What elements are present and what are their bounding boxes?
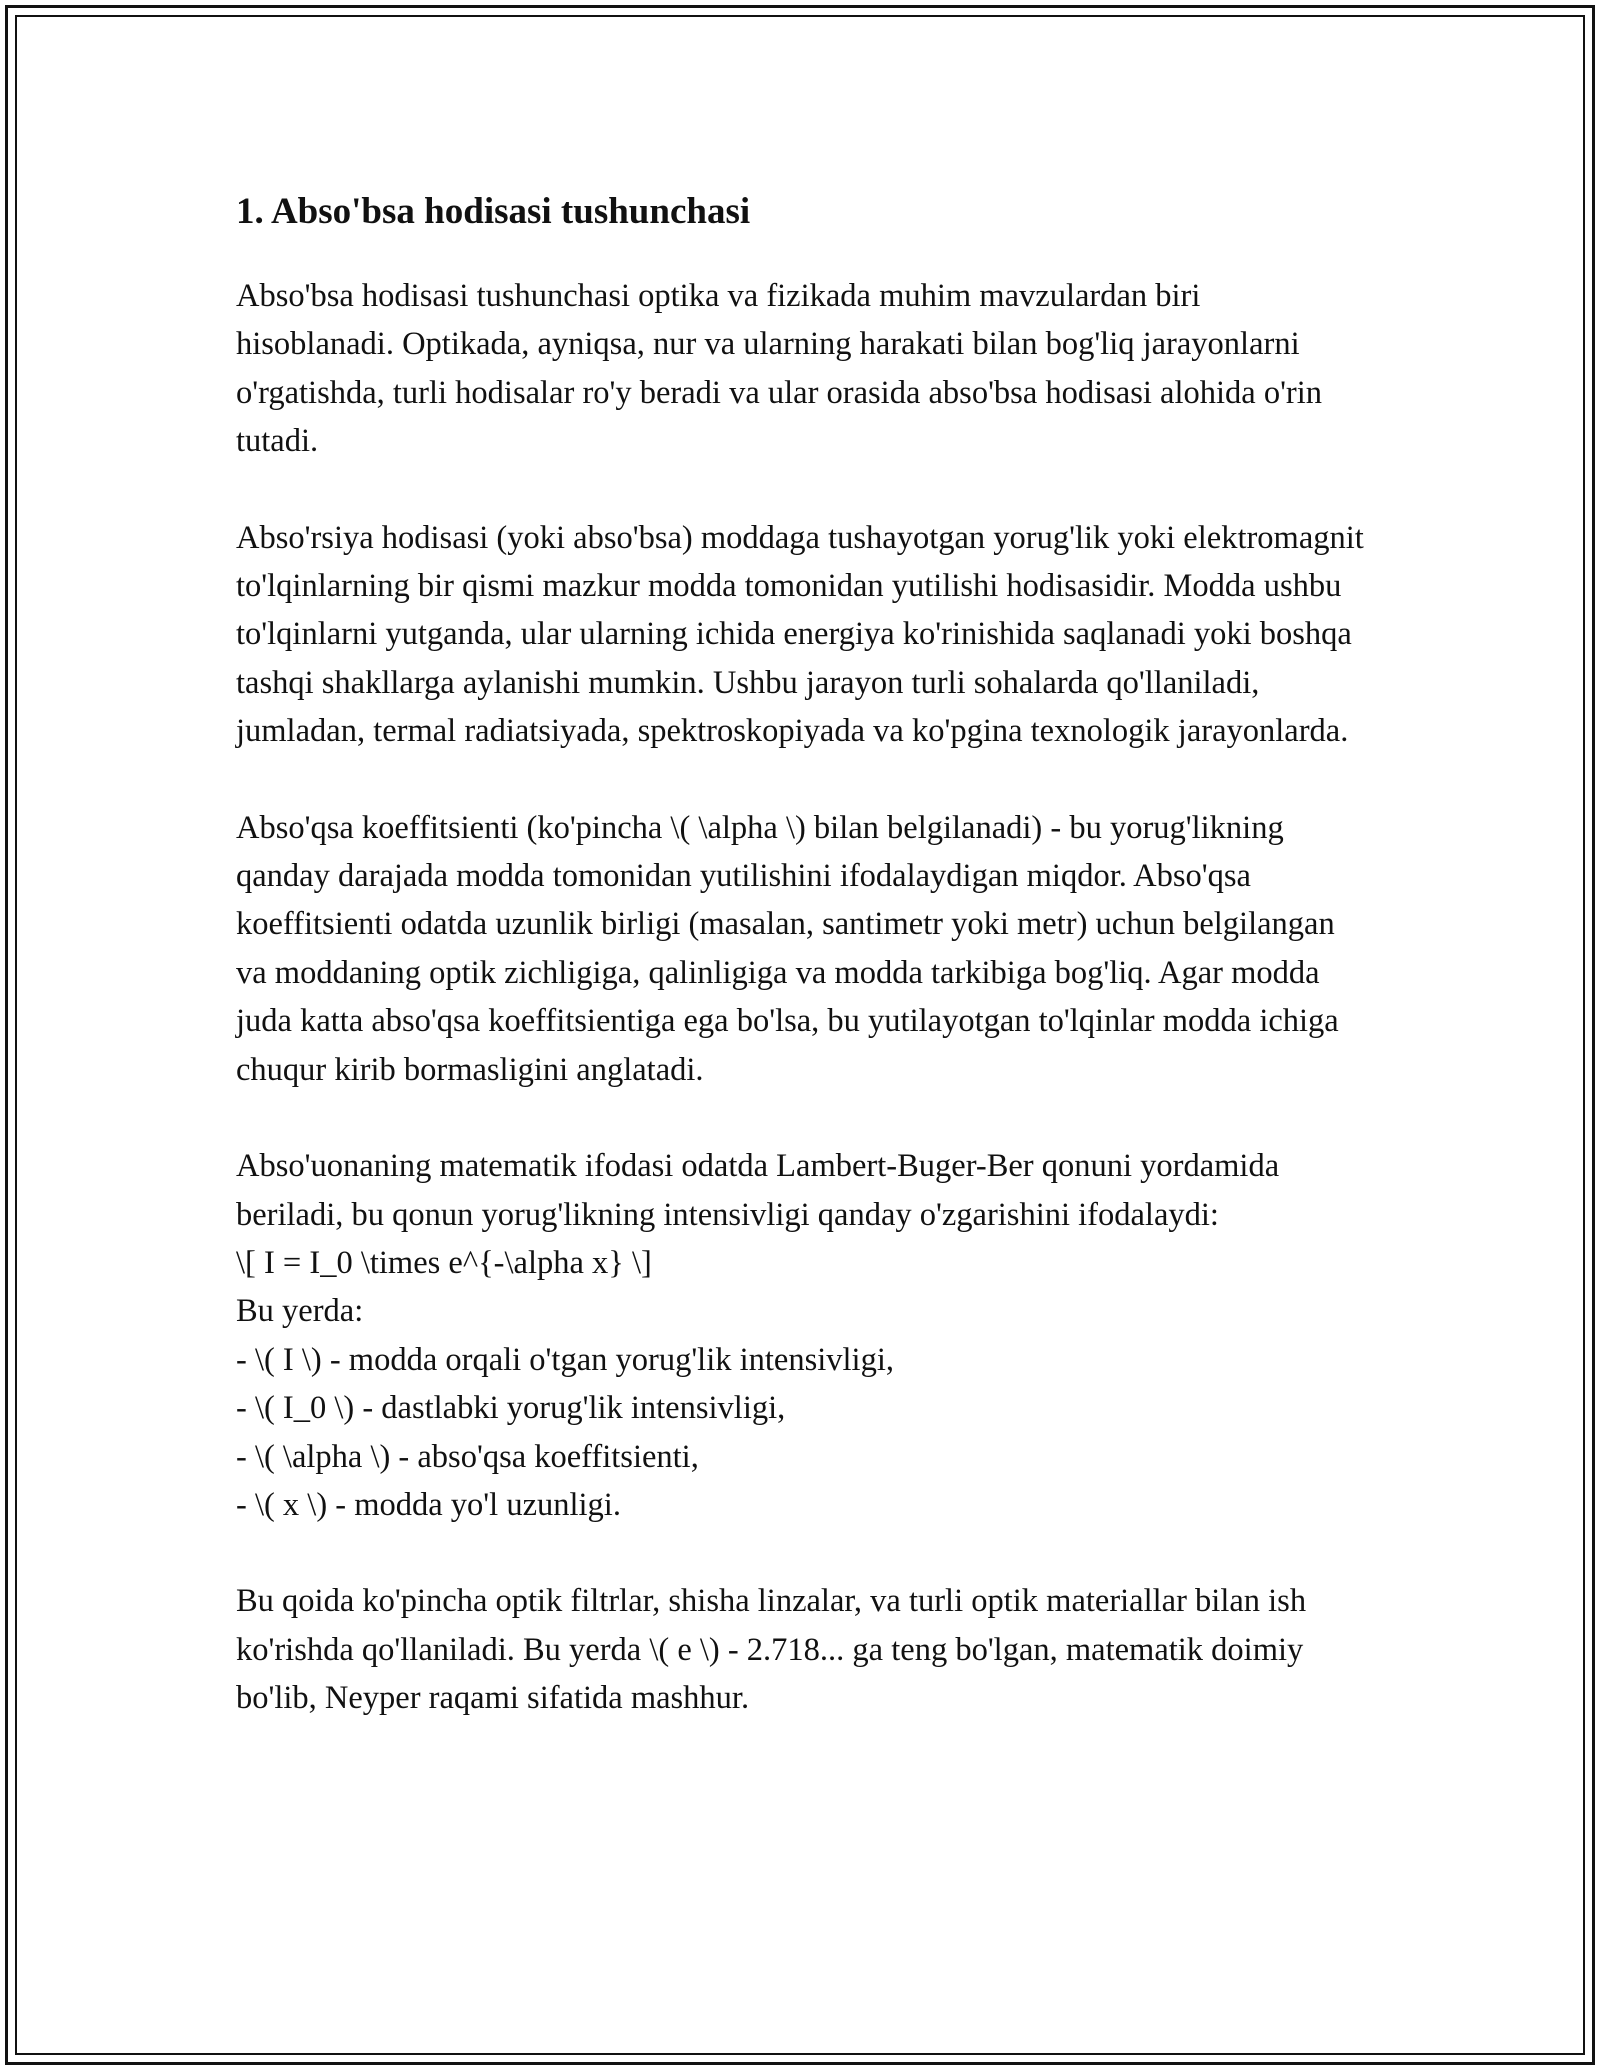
variable-item: - \( \alpha \) - abso'qsa koeffitsienti, xyxy=(236,1438,699,1475)
paragraph-usage: Bu qoida ko'pincha optik filtrlar, shisha linzalar, va turli optik materiallar bilan ish ko'rishda qo'llaniladi. Bu yerda \( e \) - 2.718... ga teng bo'lgan, matematik doimiy bo'lib, Neyper raqami sifatida mashhur. xyxy=(236,1583,1307,1717)
where-label: Bu yerda: xyxy=(236,1293,364,1330)
paragraph-lambert-law xyxy=(236,1142,1366,1529)
paragraph-intro: Abso'bsa hodisasi tushunchasi optika va fizikada muhim mavzulardan biri hisoblanadi. Optikada, ayniqsa, nur va ularning harakati bilan bog'liq jarayonlarni o'rgatishda, turli hodisalar ro'y beradi va ular orasida abso'bsa hodisasi alohida o'rin tutadi. xyxy=(236,278,1323,460)
document-body xyxy=(236,186,1366,1771)
paragraph-absorption-coefficient: Abso'qsa koeffitsienti (ko'pincha \( \alpha \) bilan belgilanadi) - bu yorug'likning qanday darajada modda tomonidan yutilishini ifodalaydigan miqdor. Abso'qsa koeffitsienti odatda uzunlik birligi (masalan, santimetr yoki metr) uchun belgilangan va moddaning optik zichligiga, qalinligiga va modda tarkibiga bog'liq. Agar modda juda katta abso'qsa koeffitsientiga ega bo'lsa, bu yutilayotgan to'lqinlar modda ichiga chuqur kirib bormasligini anglatadi. xyxy=(236,809,1339,1088)
variable-item: - \( I_0 \) - dastlabki yorug'lik intensivligi, xyxy=(236,1390,786,1427)
formula: \[ I = I_0 \times e^{-\alpha x} \] xyxy=(236,1244,652,1281)
variable-item: - \( I \) - modda orqali o'tgan yorug'lik intensivligi, xyxy=(236,1341,894,1378)
law-intro-text: Abso'uonaning matematik ifodasi odatda Lambert-Buger-Ber qonuni yordamida beriladi, bu qonun yorug'likning intensivligi qanday o'zgarishini ifodalaydi: xyxy=(236,1148,1280,1233)
paragraph-absorption-definition: Abso'rsiya hodisasi (yoki abso'bsa) moddaga tushayotgan yorug'lik yoki elektromagnit to'lqinlarning bir qismi mazkur modda tomonidan yutilishi hodisasidir. Modda ushbu to'lqinlarni yutganda, ular ularning ichida energiya ko'rinishida saqlanadi yoki boshqa tashqi shakllarga aylanishi mumkin. Ushbu jarayon turli sohalarda qo'llaniladi, jumladan, termal radiatsiyada, spektroskopiyada va ko'pgina texnologik jarayonlarda. xyxy=(236,519,1364,750)
variable-item: - \( x \) - modda yo'l uzunligi. xyxy=(236,1486,621,1523)
section-heading: 1. Abso'bsa hodisasi tushunchasi xyxy=(236,191,751,232)
